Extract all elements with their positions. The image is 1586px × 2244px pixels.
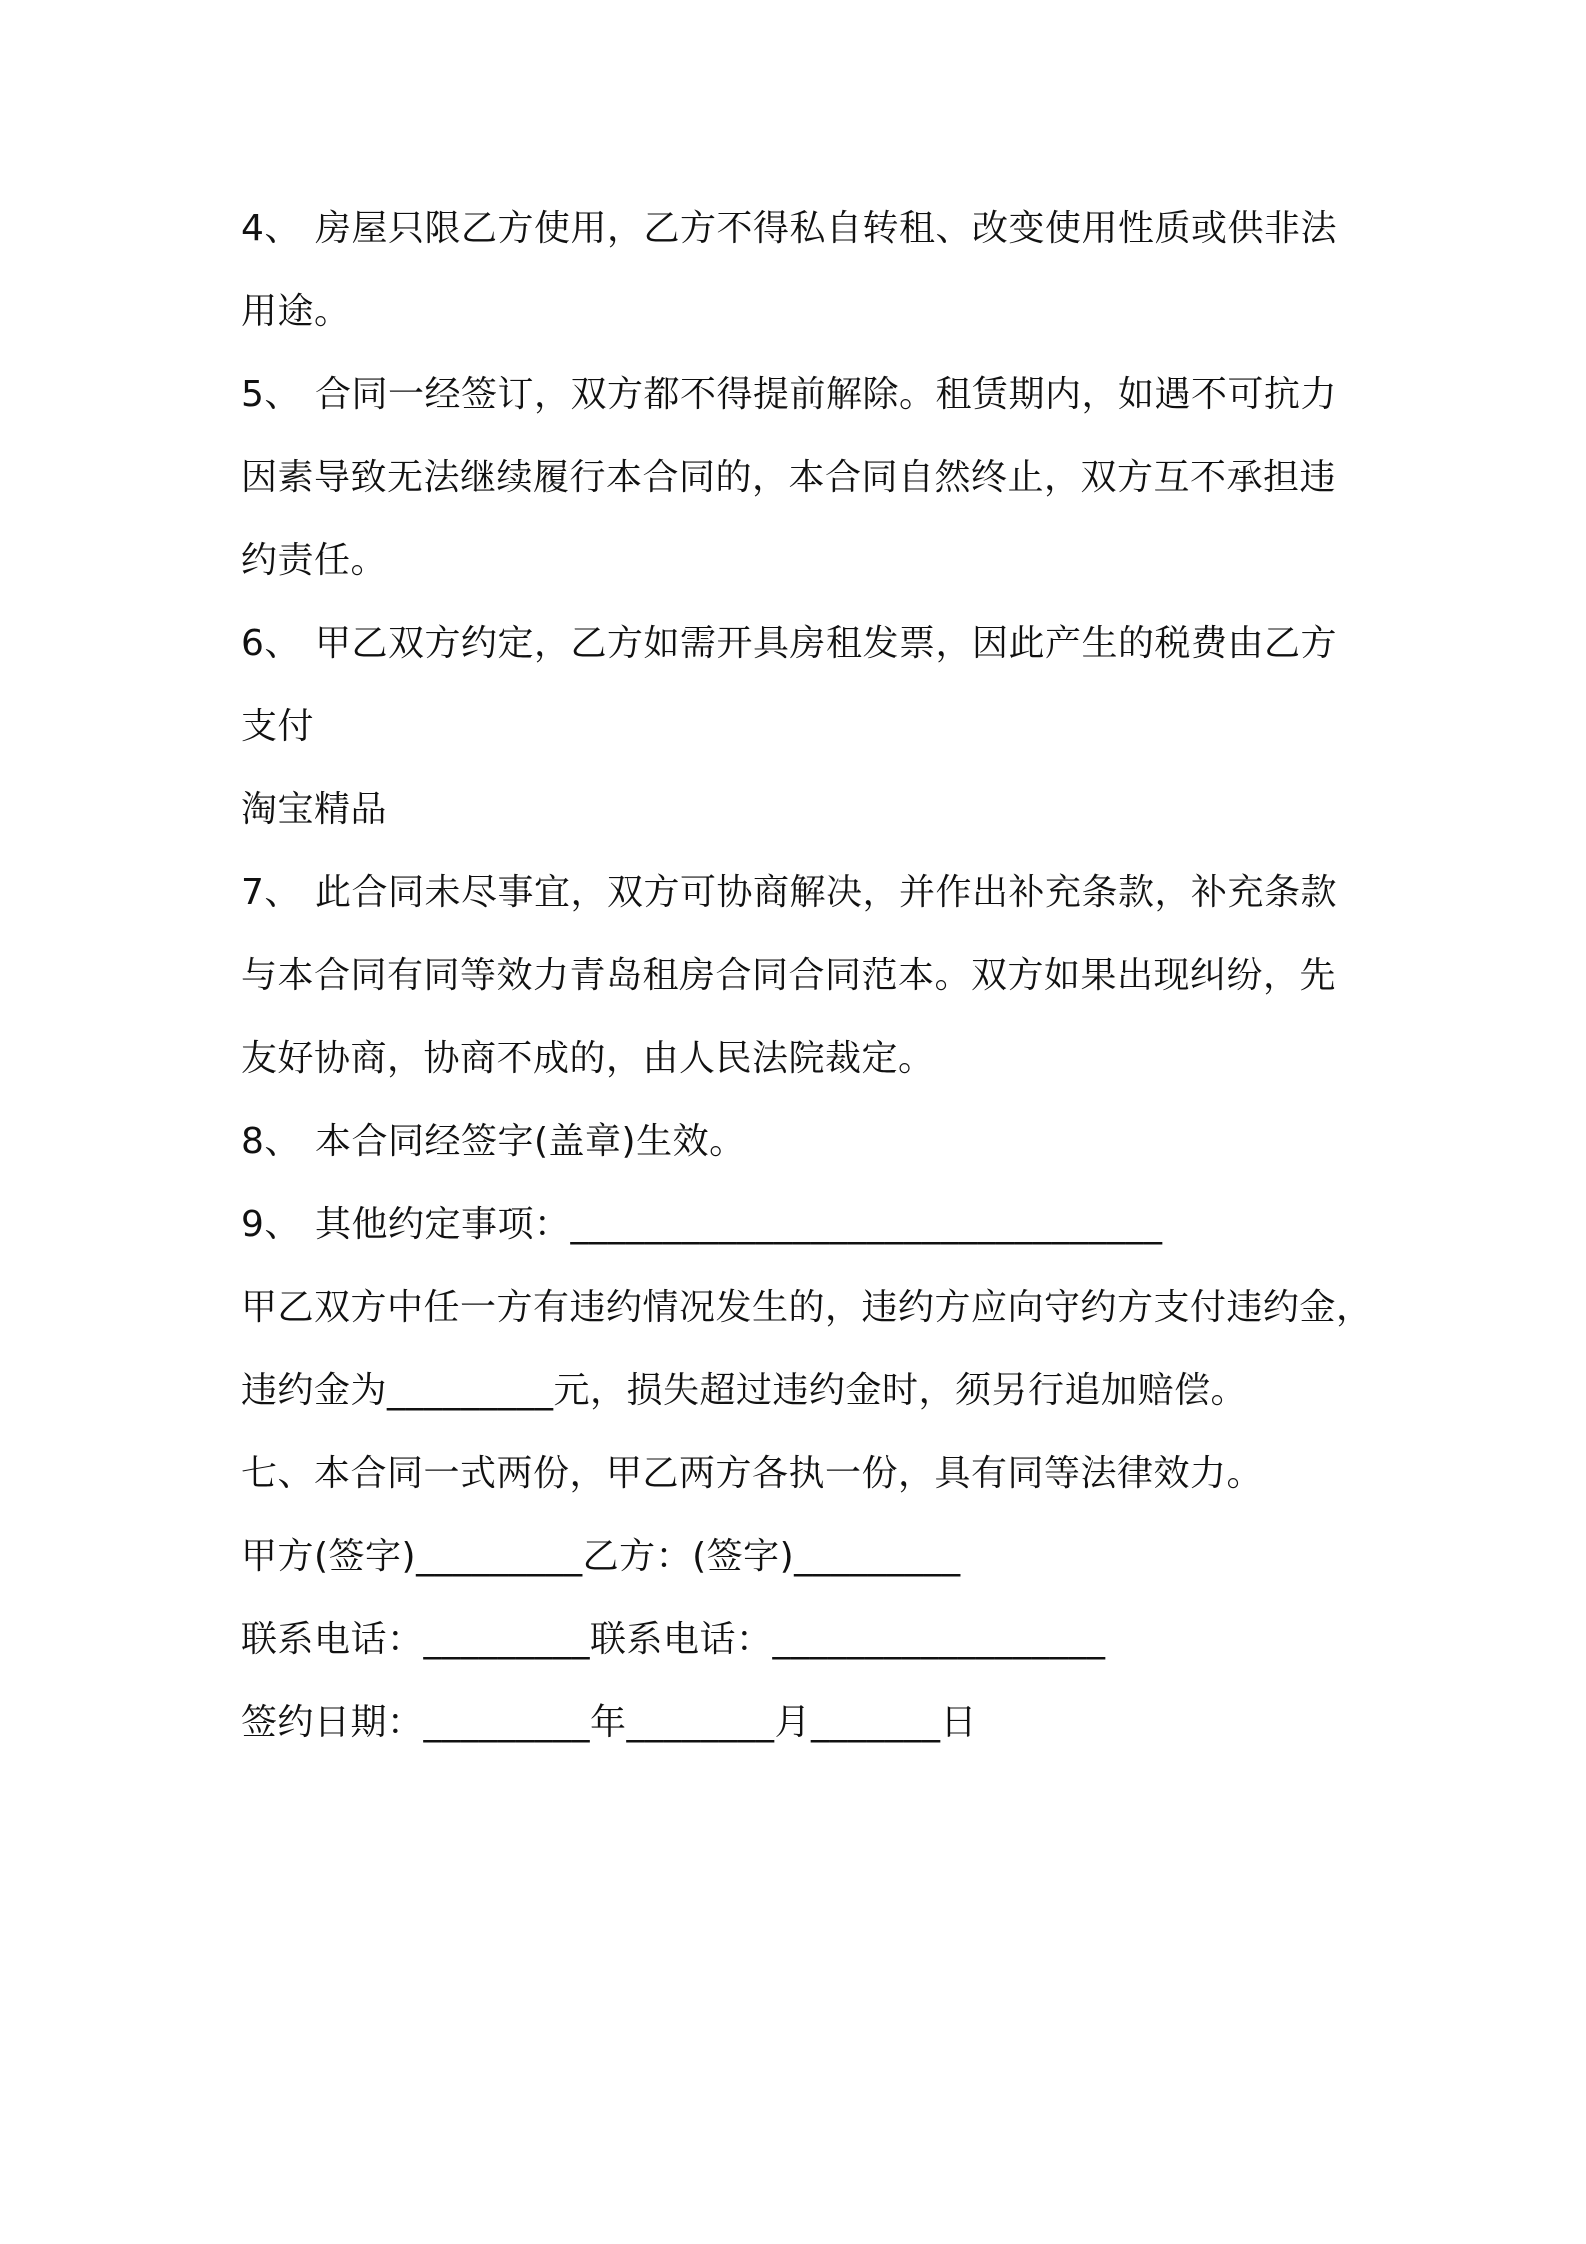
- item-5-line-1: [241, 373, 1337, 417]
- clause-7: 七、本合同一式两份，甲乙两方各执一份，具有同等法律效力。: [241, 1453, 1264, 1494]
- item-5-line-3: 约责任。: [241, 540, 388, 581]
- item-6-number: 6、: [241, 623, 301, 664]
- phone-line: 联系电话：_________联系电话：__________________: [241, 1619, 1106, 1660]
- item-5-text: 合同一经签订，双方都不得提前解除。租赁期内，如遇不可抗力: [315, 374, 1338, 415]
- item-4-line-1: [241, 207, 1337, 251]
- watermark-text: 淘宝精品: [241, 789, 388, 830]
- item-4-number: 4、: [241, 208, 301, 249]
- item-9-number: 9、: [241, 1204, 301, 1245]
- item-8-number: 8、: [241, 1121, 301, 1162]
- signature-line: 甲方(签字)_________乙方：(签字)_________: [241, 1536, 961, 1577]
- item-7-line-3: 友好协商，协商不成的，由人民法院裁定。: [241, 1038, 935, 1079]
- penalty-line-2: 违约金为_________元，损失超过违约金时，须另行追加赔偿。: [241, 1370, 1248, 1411]
- item-5-number: 5、: [241, 374, 301, 415]
- item-7-line-1: [241, 871, 1337, 915]
- date-line: 签约日期：_________年________月_______日: [241, 1702, 978, 1743]
- item-8-text: 本合同经签字(盖章)生效。: [315, 1121, 746, 1162]
- item-9-text: 其他约定事项：________________________________: [315, 1204, 1163, 1245]
- item-5-line-2: 因素导致无法继续履行本合同的，本合同自然终止，双方互不承担违: [241, 457, 1337, 498]
- penalty-line-1: 甲乙双方中任一方有违约情况发生的，违约方应向守约方支付违约金，: [241, 1287, 1373, 1328]
- item-6-line-1: [241, 622, 1337, 666]
- item-6-line-2: 支付: [241, 706, 315, 747]
- item-7-text: 此合同未尽事宜，双方可协商解决，并作出补充条款，补充条款: [315, 872, 1338, 913]
- item-9-line-1: [241, 1203, 1163, 1247]
- item-4-line-2: 用途。: [241, 291, 351, 332]
- item-8-line-1: [241, 1120, 746, 1164]
- item-4-text: 房屋只限乙方使用，乙方不得私自转租、改变使用性质或供非法: [315, 208, 1338, 249]
- item-6-text: 甲乙双方约定，乙方如需开具房租发票，因此产生的税费由乙方: [315, 623, 1338, 664]
- item-7-line-2: 与本合同有同等效力青岛租房合同合同范本。双方如果出现纠纷，先: [241, 955, 1337, 996]
- item-7-number: 7、: [241, 872, 301, 913]
